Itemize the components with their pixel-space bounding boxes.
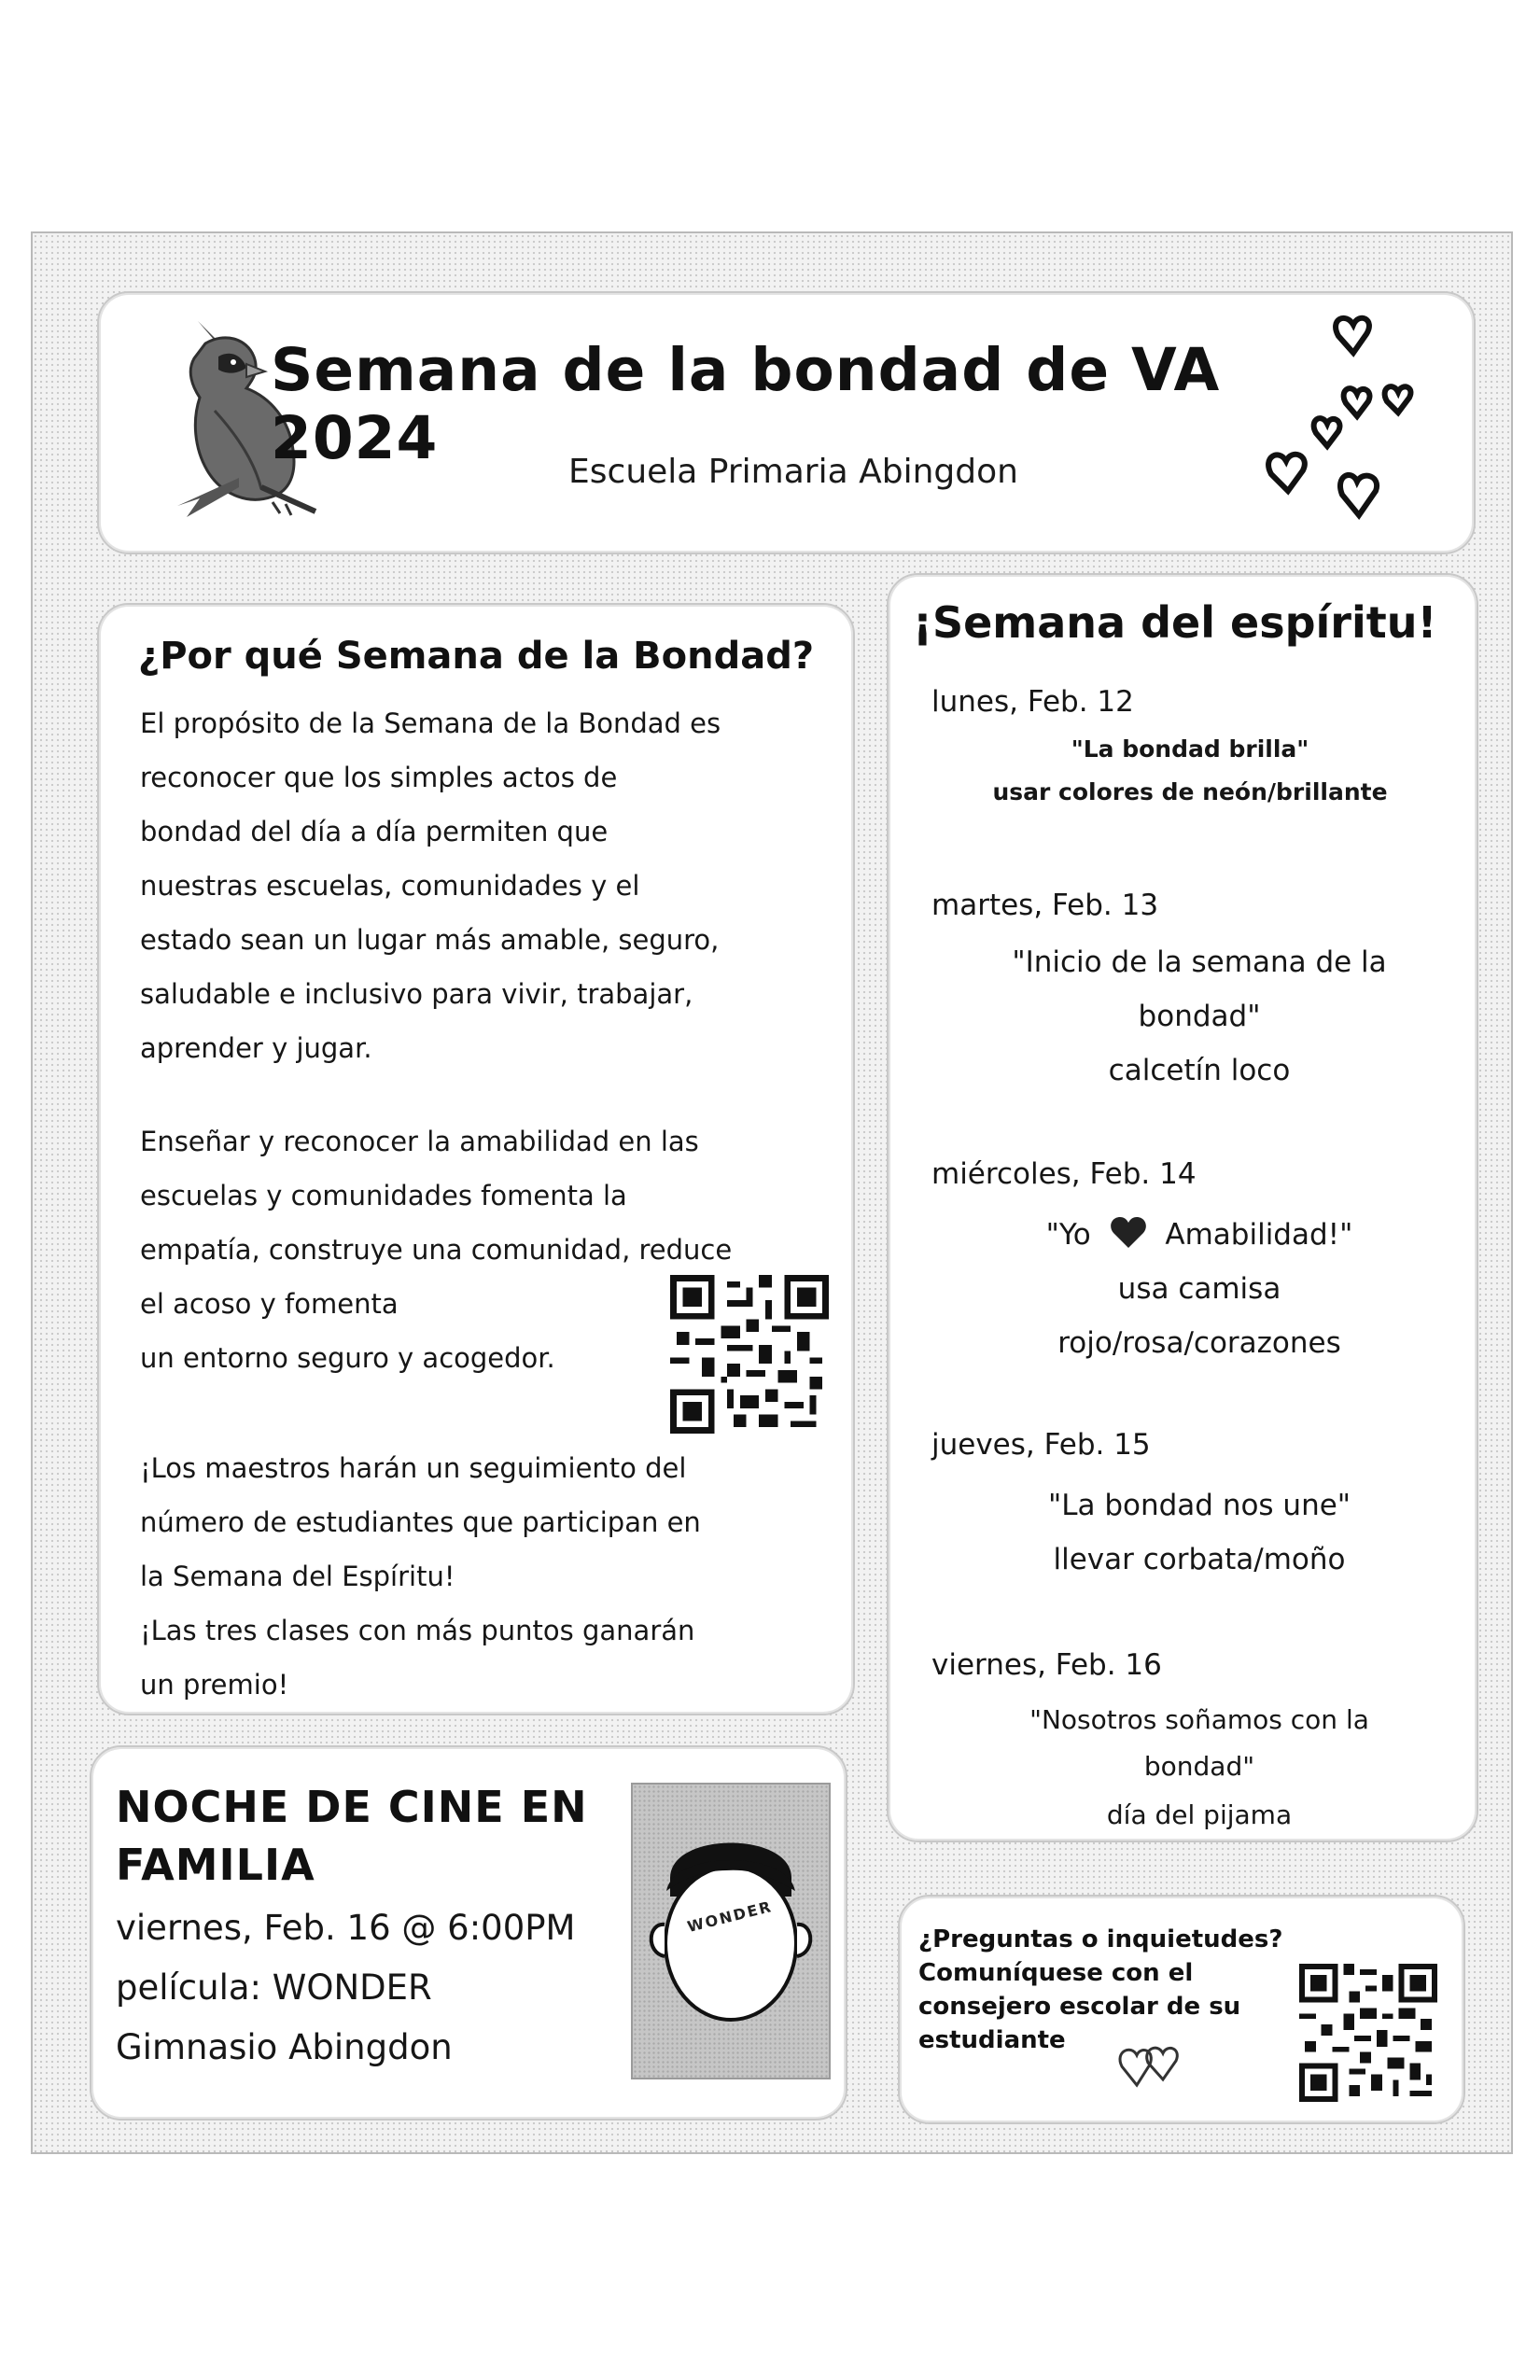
heart-icon [1110, 1216, 1147, 1250]
text-line: la Semana del Espíritu! [140, 1561, 455, 1592]
day-dress: usar colores de neón/brillante [992, 778, 1388, 805]
movie-night-heading: NOCHE DE CINE EN FAMILIA [116, 1782, 588, 1890]
day-date-tuesday: martes, Feb. 13 [931, 889, 1159, 922]
day-theme: "La bondad brilla" [1071, 735, 1309, 763]
day-dress: rojo/rosa/corazones [1057, 1326, 1341, 1360]
hearts-doodle-icon [1109, 2035, 1193, 2100]
day-date-thursday: jueves, Feb. 15 [931, 1428, 1151, 1462]
spirit-week-heading: ¡Semana del espíritu! [913, 597, 1437, 648]
movie-place: Gimnasio Abingdon [116, 2027, 453, 2067]
teachers-paragraph [140, 1441, 849, 1712]
day-theme: "Yo [1045, 1218, 1091, 1252]
day-theme: bondad" [1143, 1751, 1255, 1782]
text-line: bondad del día a día permiten que [140, 816, 609, 847]
qr-code-icon [1299, 1964, 1437, 2102]
day-theme: Amabilidad!" [1165, 1218, 1353, 1252]
page-title: Semana de la bondad de VA 2024 [271, 336, 1221, 472]
day-dress: día del pijama [1106, 1799, 1293, 1830]
text-line: ¡Las tres clases con más puntos ganarán [140, 1615, 695, 1646]
day-theme-row [924, 1208, 1475, 1262]
day-dress: calcetín loco [1108, 1054, 1291, 1087]
text-line: ¿Preguntas o inquietudes? [918, 1925, 1283, 1953]
text-line: el acoso y fomenta [140, 1288, 399, 1320]
text-line: Comuníquese con el [918, 1959, 1194, 1987]
text-line: saludable e inclusivo para vivir, trabajar, [140, 978, 693, 1010]
text-line: empatía, construye una comunidad, reduce [140, 1234, 733, 1266]
day-dress: llevar corbata/moño [1053, 1543, 1346, 1576]
day-theme: "La bondad nos une" [1047, 1489, 1351, 1522]
school-name: Escuela Primaria Abingdon [568, 453, 1018, 491]
text-line: nuestras escuelas, comunidades y el [140, 870, 640, 902]
day-theme: "Inicio de la semana de la [1012, 945, 1387, 979]
face-illustration-icon [633, 1813, 829, 2055]
day-date-wednesday: miércoles, Feb. 14 [931, 1157, 1197, 1191]
day-date-friday: viernes, Feb. 16 [931, 1648, 1162, 1682]
qr-code-icon [670, 1275, 829, 1434]
text-line: un premio! [140, 1669, 289, 1701]
poster-title: WONDER [685, 1897, 775, 1936]
text-line: Enseñar y reconocer la amabilidad en las [140, 1126, 699, 1157]
why-kindness-heading: ¿Por qué Semana de la Bondad? [138, 635, 815, 678]
movie-film: película: WONDER [116, 1967, 432, 2008]
hearts-doodle-icon [1260, 308, 1447, 532]
text-line: consejero escolar de su [918, 1993, 1241, 2021]
day-dress: usa camisa [1117, 1272, 1281, 1306]
text-line: un entorno seguro y acogedor. [140, 1342, 555, 1374]
text-line: El propósito de la Semana de la Bondad es [140, 707, 721, 739]
movie-date: viernes, Feb. 16 @ 6:00PM [116, 1908, 576, 1948]
text-line: escuelas y comunidades fomenta la [140, 1180, 627, 1211]
text-line: estudiante [918, 2026, 1066, 2054]
text-line: aprender y jugar. [140, 1032, 372, 1064]
text-line: número de estudiantes que participan en [140, 1506, 701, 1538]
wonder-poster [631, 1783, 831, 2079]
day-theme: "Nosotros soñamos con la [1029, 1704, 1369, 1735]
day-date-monday: lunes, Feb. 12 [931, 685, 1134, 719]
purpose-paragraph [140, 696, 849, 1075]
text-line: estado sean un lugar más amable, seguro, [140, 924, 720, 956]
text-line: reconocer que los simples actos de [140, 762, 618, 793]
day-theme: bondad" [1138, 1000, 1261, 1033]
text-line: ¡Los maestros harán un seguimiento del [140, 1452, 687, 1484]
